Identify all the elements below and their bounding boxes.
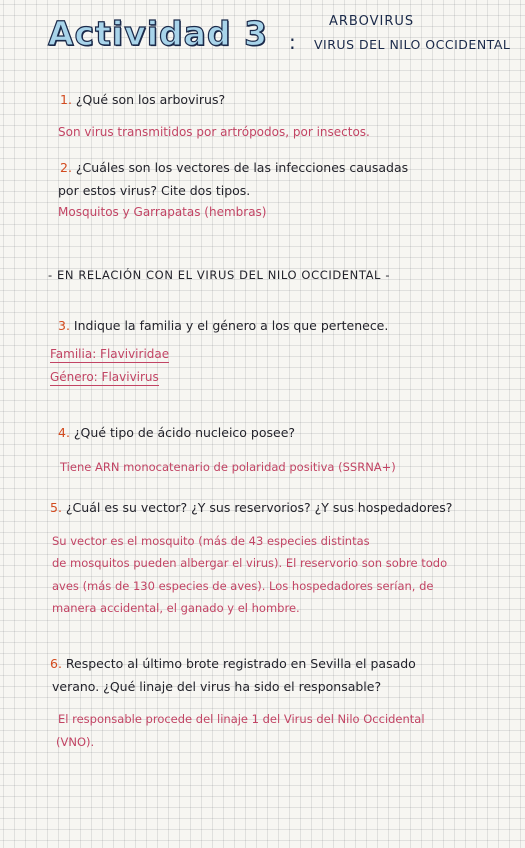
question-4-text: ¿Qué tipo de ácido nucleico posee? bbox=[73, 425, 296, 440]
question-1-number: 1. bbox=[60, 92, 72, 107]
answer-4: Tiene ARN monocatenario de polaridad positiva (SSRNA+) bbox=[60, 460, 396, 474]
answer-3-genus: Género: Flavivirus bbox=[50, 370, 159, 384]
question-6-line-2: verano. ¿Qué linaje del virus ha sido el responsable? bbox=[52, 679, 382, 694]
question-6-line-1 bbox=[50, 656, 416, 671]
answer-3-family: Familia: Flaviviridae bbox=[50, 347, 170, 361]
section-heading: - EN RELACIÓN CON EL VIRUS DEL NILO OCCIDENTAL - bbox=[48, 268, 391, 282]
answer-2: Mosquitos y Garrapatas (hembras) bbox=[58, 205, 267, 219]
question-5-number: 5. bbox=[50, 500, 62, 515]
question-5 bbox=[50, 500, 452, 515]
answer-1: Son virus transmitidos por artrópodos, por insectos. bbox=[58, 125, 370, 139]
question-2-number: 2. bbox=[60, 160, 72, 175]
question-4 bbox=[58, 425, 295, 440]
answer-6-line-2: (VNO). bbox=[56, 735, 95, 749]
question-4-number: 4. bbox=[58, 425, 70, 440]
question-3-number: 3. bbox=[58, 318, 70, 333]
question-5-text: ¿Cuál es su vector? ¿Y sus reservorios? ¿Y sus hospedadores? bbox=[65, 500, 453, 515]
question-2-line-1 bbox=[60, 160, 408, 175]
question-2-text: ¿Cuáles son los vectores de las infecciones causadas bbox=[75, 160, 409, 175]
topic-line-1: ARBOVIRUS bbox=[329, 14, 415, 29]
question-1 bbox=[60, 92, 225, 107]
activity-title: Actividad 3 bbox=[48, 14, 268, 53]
answer-5-line-4: manera accidental, el ganado y el hombre. bbox=[52, 601, 300, 615]
answer-5-line-3: aves (más de 130 especies de aves). Los hospedadores serían, de bbox=[52, 579, 434, 593]
answer-6-line-1: El responsable procede del linaje 1 del Virus del Nilo Occidental bbox=[58, 712, 425, 726]
title-colon: : bbox=[289, 30, 296, 54]
question-2-line-2: por estos virus? Cite dos tipos. bbox=[58, 183, 251, 198]
topic-line-2: VIRUS DEL NILO OCCIDENTAL bbox=[314, 37, 511, 52]
question-1-text: ¿Qué son los arbovirus? bbox=[75, 92, 226, 107]
question-3-text: Indique la familia y el género a los que pertenece. bbox=[73, 318, 389, 333]
question-6-number: 6. bbox=[50, 656, 62, 671]
answer-5-line-2: de mosquitos pueden albergar el virus). El reservorio son sobre todo bbox=[52, 556, 448, 570]
question-6-text: Respecto al último brote registrado en Sevilla el pasado bbox=[65, 656, 416, 671]
question-3 bbox=[58, 318, 388, 333]
answer-5-line-1: Su vector es el mosquito (más de 43 especies distintas bbox=[52, 534, 370, 548]
